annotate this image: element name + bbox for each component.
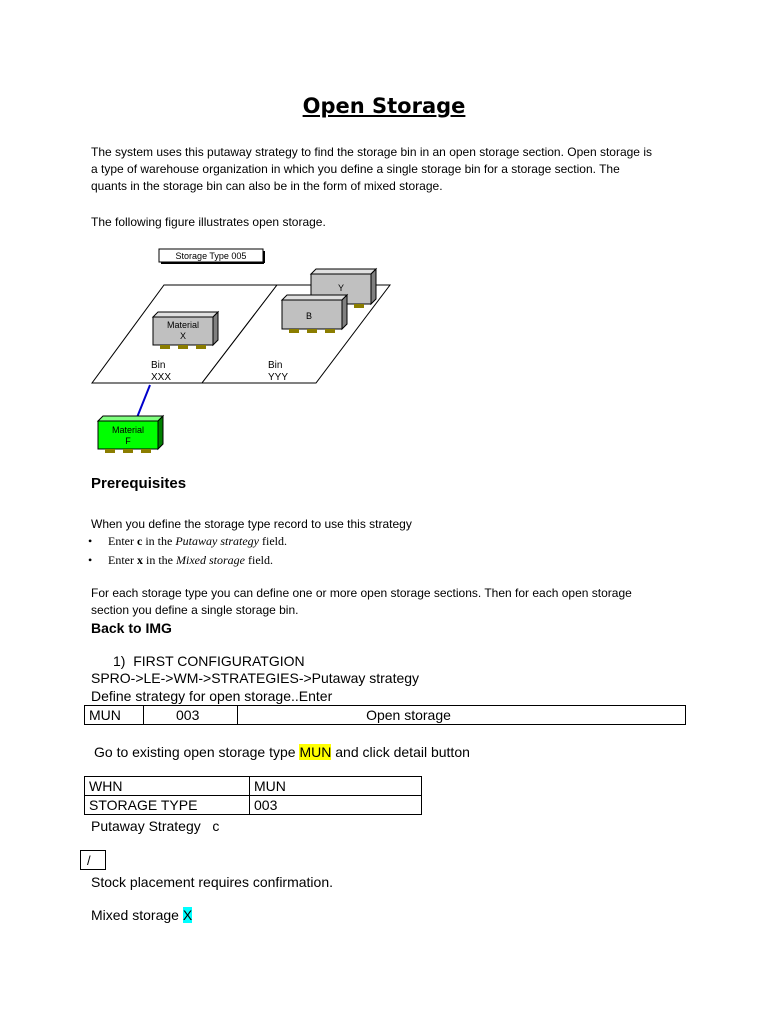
table-row <box>85 777 422 796</box>
box-material-f-label-2: F <box>125 436 131 446</box>
list-item: • Enter x in the Mixed storage field. <box>88 551 287 570</box>
sections-line-1: For each storage type you can define one or more open storage sections. Then for each open storage <box>91 586 632 600</box>
storage-type-label: Storage Type 005 <box>175 251 247 261</box>
stock-placement-text: Stock placement requires confirmation. <box>91 874 333 890</box>
table-row <box>85 706 686 725</box>
strategy-cell-type: 003 <box>144 706 238 725</box>
detail-table <box>84 776 422 815</box>
intro-line-3: quants in the storage bin can also be in the form of mixed storage. <box>91 179 443 193</box>
mixed-storage-line: Mixed storage X <box>91 907 193 923</box>
goto-instruction: Go to existing open storage type MUN and click detail button <box>94 744 470 760</box>
intro-paragraph <box>91 144 691 195</box>
box-material-x-label-2: X <box>179 331 187 341</box>
sections-line-2: section you define a single storage bin. <box>91 603 299 617</box>
strategy-table <box>84 705 686 725</box>
sections-paragraph <box>91 585 691 619</box>
putaway-strategy-line: Putaway Strategy c <box>91 818 220 834</box>
page-title: Open Storage <box>302 94 466 118</box>
strategy-cell-warehouse: MUN <box>85 706 144 725</box>
box-b-label: B <box>305 311 313 321</box>
detail-cell-value: MUN <box>250 777 422 796</box>
detail-cell-label: WHN <box>85 777 250 796</box>
figure-caption: The following figure illustrates open storage. <box>91 215 326 229</box>
bin-yyy-label-1: Bin <box>268 360 283 371</box>
bin-xxx-label-2: XXX <box>151 372 172 383</box>
prerequisites-list <box>88 532 287 570</box>
open-storage-figure <box>80 240 410 465</box>
table-row <box>85 796 422 815</box>
prerequisites-heading: Prerequisites <box>91 475 187 492</box>
link-line <box>136 385 150 420</box>
highlight-x: X <box>182 907 193 923</box>
strategy-cell-description: Open storage <box>238 706 686 725</box>
box-material-f-label-1: Material <box>111 425 145 435</box>
box-y-label: Y <box>337 283 345 293</box>
bin-xxx-label-1: Bin <box>151 360 166 371</box>
back-to-img-heading: Back to IMG <box>91 620 172 636</box>
prerequisites-intro: When you define the storage type record to use this strategy <box>91 517 412 531</box>
box-material-x-label-1: Material <box>166 320 200 330</box>
config-path: SPRO->LE->WM->STRATEGIES->Putaway strategy <box>91 670 420 686</box>
config-define: Define strategy for open storage..Enter <box>91 688 333 704</box>
list-item: • Enter c in the Putaway strategy field. <box>88 532 287 551</box>
bin-yyy-label-2: YYY <box>268 372 289 383</box>
intro-line-1: The system uses this putaway strategy to find the storage bin in an open storage section. Open storage is <box>91 145 652 159</box>
detail-cell-label: STORAGE TYPE <box>85 796 250 815</box>
box-material-f <box>98 416 163 453</box>
highlight-mun: MUN <box>299 744 332 760</box>
box-b <box>282 295 347 333</box>
config-step: 1) FIRST CONFIGURATGION <box>113 653 305 669</box>
confirmation-checkbox[interactable]: / <box>80 850 106 870</box>
detail-cell-value: 003 <box>250 796 422 815</box>
intro-line-2: a type of warehouse organization in which you define a single storage bin for a storage section. The <box>91 162 620 176</box>
box-material-x <box>153 312 218 349</box>
